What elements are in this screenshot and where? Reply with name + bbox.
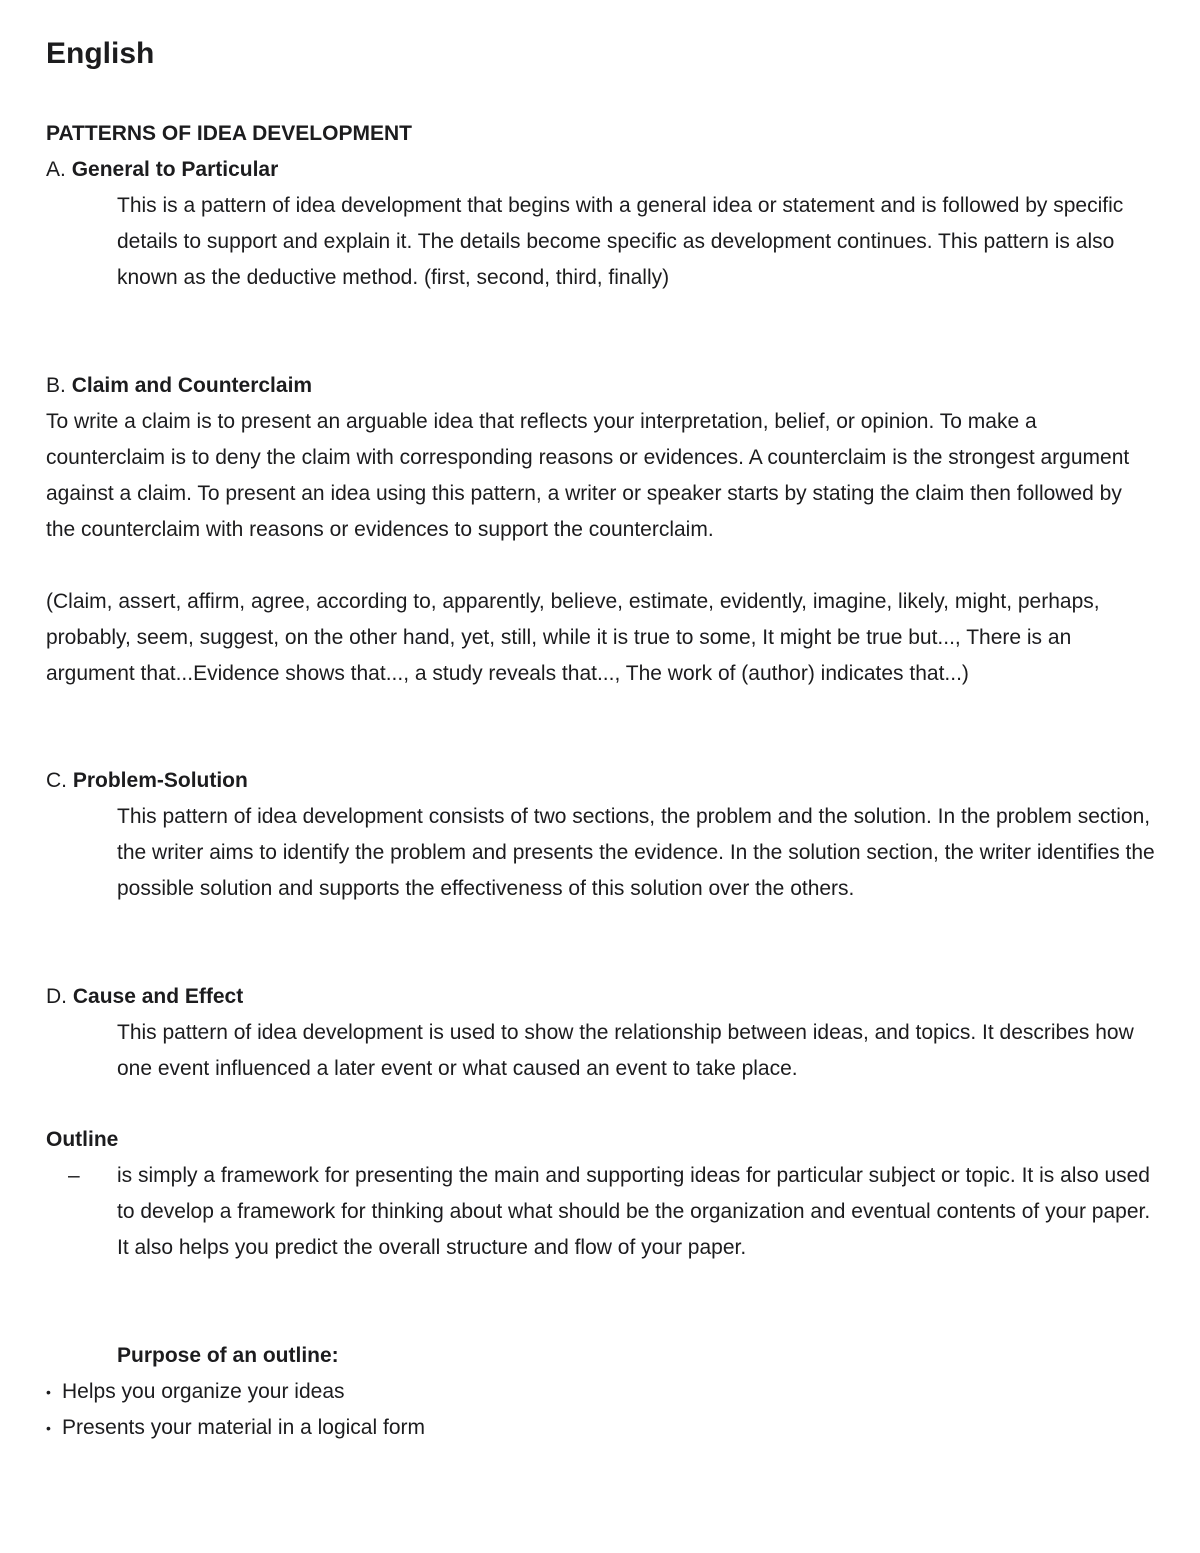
pattern-c-name: Problem-Solution	[72, 769, 248, 792]
pattern-b-signal-words: (Claim, assert, affirm, agree, according to, apparently, believe, estimate, evidently, imagine, likely, might, perhaps, probably, seem, suggest, on the other hand, yet, still, while it is true to some, It might be true but..., There is an argument that...Evidence shows that..., a study reveals that..., The work of (author) indicates that...)	[46, 590, 1100, 685]
outline-definition-item	[46, 1158, 1157, 1266]
pattern-c-letter: C.	[46, 769, 67, 792]
document-page	[46, 0, 1156, 1439]
pattern-a-name: General to Particular	[71, 158, 279, 181]
bullet-icon: •	[46, 1420, 51, 1436]
pattern-b-name: Claim and Counterclaim	[71, 374, 313, 397]
pattern-b-text: To write a claim is to present an arguable idea that reflects your interpretation, belief, or opinion. To make a counterclaim is to deny the claim with corresponding reasons or evidences. A counterclaim is the strongest argument against a claim. To present an idea using this pattern, a writer or speaker starts by stating the claim then followed by the counterclaim with reasons or evidences to support the counterclaim.	[46, 410, 1130, 541]
pattern-c-heading	[46, 763, 1156, 799]
pattern-d-text: This pattern of idea development is used to show the relationship between ideas, and topics. It describes how one event influenced a later event or what caused an event to take place.	[117, 1021, 1134, 1080]
pattern-b-heading	[46, 368, 1156, 404]
pattern-d-heading	[46, 979, 1156, 1015]
purpose-list-item	[46, 1410, 1156, 1446]
pattern-a-letter: A.	[46, 158, 66, 181]
pattern-b-letter: B.	[46, 374, 66, 397]
pattern-d-name: Cause and Effect	[72, 985, 244, 1008]
pattern-c-text: This pattern of idea development consists of two sections, the problem and the solution. In the problem section, the writer aims to identify the problem and presents the evidence. In the solution section, the writer identifies the possible solution and supports the effectiveness of this solution over the others.	[117, 805, 1155, 900]
bullet-icon: •	[46, 1384, 51, 1400]
pattern-d-letter: D.	[46, 985, 67, 1008]
section-title: PATTERNS OF IDEA DEVELOPMENT	[46, 122, 412, 145]
pattern-a-text: This is a pattern of idea development that begins with a general idea or statement and is followed by specific details to support and explain it. The details become specific as development continues. This pattern is also known as the deductive method. (first, second, third, finally)	[117, 194, 1124, 289]
purpose-item-text: Presents your material in a logical form	[62, 1416, 425, 1439]
dash-marker: –	[68, 1164, 80, 1187]
purpose-item-text: Helps you organize your ideas	[62, 1380, 345, 1403]
pattern-a-heading	[46, 152, 1156, 188]
outline-definition-text: is simply a framework for presenting the main and supporting ideas for particular subject or topic. It is also used to develop a framework for thinking about what should be the organization and eventual contents of your paper. It also helps you predict the overall structure and flow of your paper.	[117, 1164, 1151, 1259]
purpose-heading: Purpose of an outline:	[117, 1344, 339, 1367]
outline-heading: Outline	[46, 1128, 119, 1151]
document-title: English	[46, 37, 155, 70]
purpose-list-item	[46, 1374, 1156, 1410]
